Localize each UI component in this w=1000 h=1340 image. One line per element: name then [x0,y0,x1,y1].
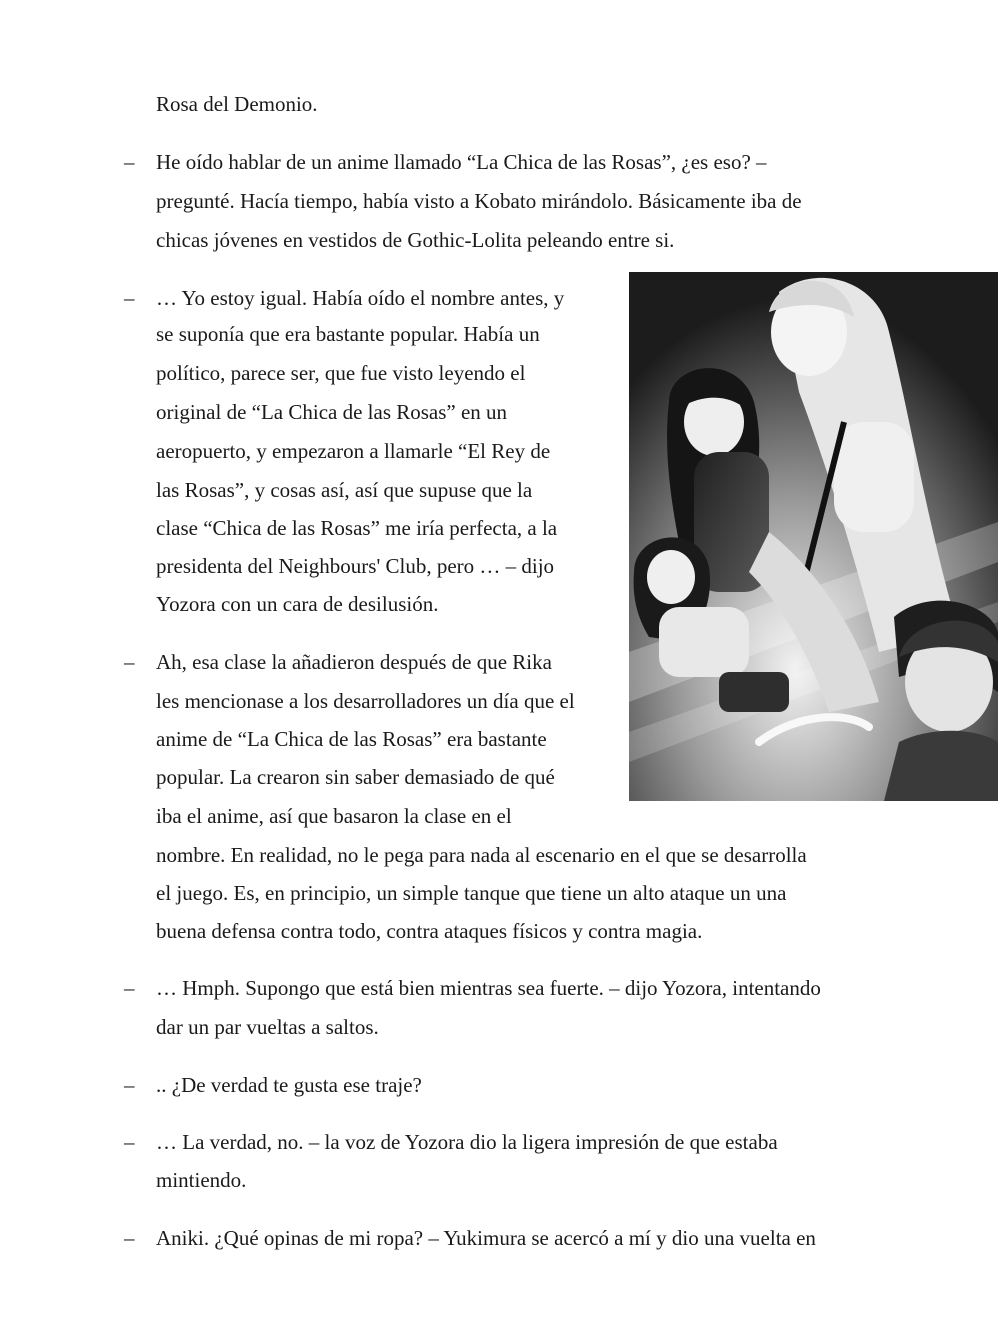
text-line: dar un par vueltas a saltos. [156,1015,379,1039]
manga-illustration [629,272,998,801]
text-line: presidenta del Neighbours' Club, pero … – dijo [156,554,555,578]
text-line: aeropuerto, y empezaron a llamarle “El Rey de [156,439,551,463]
text-line: chicas jóvenes en vestidos de Gothic-Lolita peleando entre si. [156,228,675,252]
text-line: Rosa del Demonio. [156,92,318,116]
text-line: pregunté. Hacía tiempo, había visto a Kobato mirándolo. Básicamente iba de [156,189,802,213]
text-line: popular. La crearon sin saber demasiado de qué [156,765,555,789]
text-line: … Yo estoy igual. Había oído el nombre antes, y [156,286,565,310]
dialogue-dash: – [124,1226,135,1250]
dialogue-dash: – [124,1130,135,1154]
text-line: Yozora con un cara de desilusión. [156,592,439,616]
dialogue-dash: – [124,150,135,174]
text-line: Ah, esa clase la añadieron después de que Rika [156,650,552,674]
text-line: He oído hablar de un anime llamado “La Chica de las Rosas”, ¿es eso? – [156,150,767,174]
text-line: … Hmph. Supongo que está bien mientras sea fuerte. – dijo Yozora, intentando [156,976,821,1000]
text-line: clase “Chica de las Rosas” me iría perfecta, a la [156,516,558,540]
illustration-drawing [629,272,998,801]
dialogue-dash: – [124,1073,135,1097]
text-line: el juego. Es, en principio, un simple tanque que tiene un alto ataque un una [156,881,787,905]
text-line: les mencionase a los desarrolladores un día que el [156,689,575,713]
text-line: Aniki. ¿Qué opinas de mi ropa? – Yukimura se acercó a mí y dio una vuelta en [156,1226,816,1250]
text-line: se suponía que era bastante popular. Había un [156,322,540,346]
text-line: político, parece ser, que fue visto leyendo el [156,361,526,385]
dialogue-dash: – [124,976,135,1000]
text-line: buena defensa contra todo, contra ataques físicos y contra magia. [156,919,703,943]
text-line: mintiendo. [156,1168,247,1192]
text-line: … La verdad, no. – la voz de Yozora dio la ligera impresión de que estaba [156,1130,778,1154]
dialogue-dash: – [124,650,135,674]
text-line: original de “La Chica de las Rosas” en un [156,400,508,424]
text-line: .. ¿De verdad te gusta ese traje? [156,1073,422,1097]
text-line: las Rosas”, y cosas así, así que supuse que la [156,478,533,502]
text-line: iba el anime, así que basaron la clase en el [156,804,512,828]
text-line: nombre. En realidad, no le pega para nada al escenario en el que se desarrolla [156,843,807,867]
text-line: anime de “La Chica de las Rosas” era bastante [156,727,547,751]
dialogue-dash: – [124,286,135,310]
